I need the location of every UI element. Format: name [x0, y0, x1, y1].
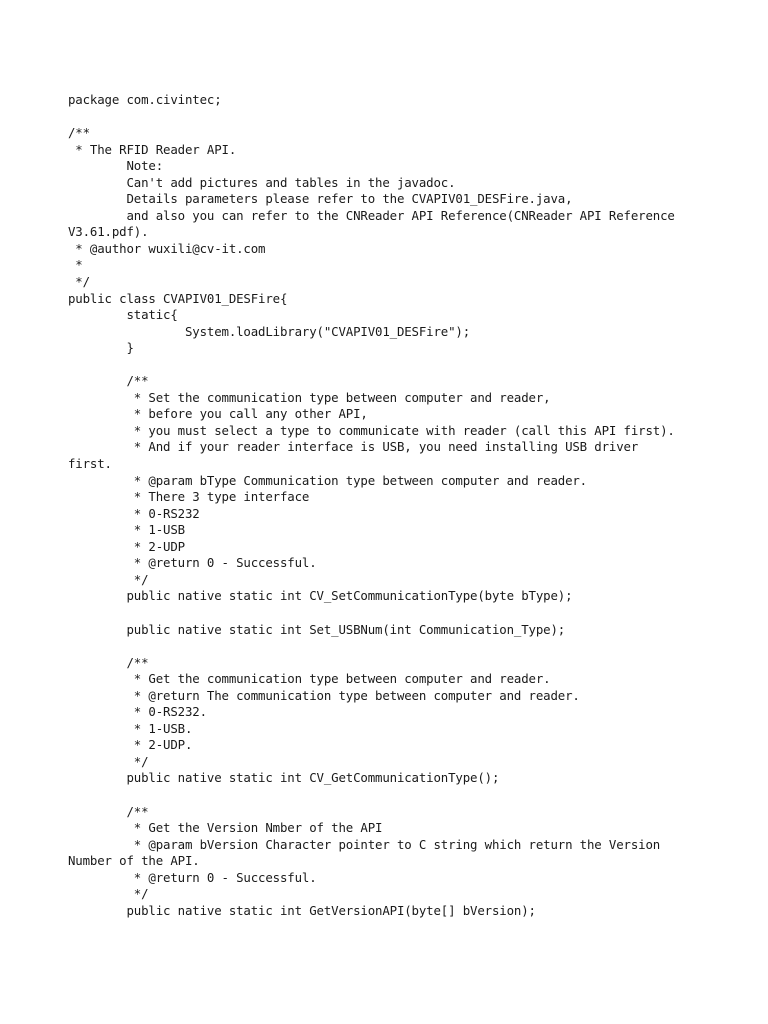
code-line: public native static int GetVersionAPI(byte[] bVersion);	[68, 902, 536, 918]
code-line: * @param bType Communication type between computer and reader.	[68, 472, 587, 488]
code-line: * @param bVersion Character pointer to C string which return the Version	[68, 836, 661, 852]
code-line: */	[68, 571, 149, 587]
code-line: * 2-UDP	[68, 538, 185, 554]
code-line: System.loadLibrary("CVAPIV01_DESFire");	[68, 323, 471, 339]
code-line: Number of the API.	[68, 853, 200, 869]
code-line: * 0-RS232.	[68, 704, 207, 720]
code-line: Can't add pictures and tables in the javadoc.	[68, 174, 456, 190]
code-line: package com.civintec;	[68, 92, 222, 107]
code-line: public class CVAPIV01_DESFire{	[68, 290, 288, 306]
code-listing	[68, 92, 758, 919]
code-line: */	[68, 886, 149, 902]
code-line: * Set the communication type between computer and reader,	[68, 389, 551, 405]
code-line: *	[68, 257, 83, 273]
code-line: * Get the Version Nmber of the API	[68, 820, 383, 836]
code-line: public native static int Set_USBNum(int Communication_Type);	[68, 621, 566, 637]
code-line: V3.61.pdf).	[68, 224, 149, 240]
code-line: * 0-RS232	[68, 505, 200, 521]
code-line: * @author wuxili@cv-it.com	[68, 240, 266, 256]
code-line	[68, 638, 758, 655]
code-line: * 1-USB	[68, 522, 185, 538]
code-line: Details parameters please refer to the CVAPIV01_DESFire.java,	[68, 191, 573, 207]
code-line: /**	[68, 654, 149, 670]
code-line: Note:	[68, 158, 164, 174]
code-line: * @return 0 - Successful.	[68, 555, 317, 571]
code-line	[68, 787, 758, 804]
code-line: * @return The communication type between computer and reader.	[68, 687, 580, 703]
code-line	[68, 357, 758, 374]
code-line: static{	[68, 307, 178, 323]
code-line: and also you can refer to the CNReader API Reference(CNReader API Reference	[68, 207, 675, 223]
code-line: * And if your reader interface is USB, you need installing USB driver	[68, 439, 639, 455]
code-line: * @return 0 - Successful.	[68, 869, 317, 885]
code-line: /**	[68, 803, 149, 819]
code-line: * 1-USB.	[68, 720, 193, 736]
code-line: }	[68, 340, 134, 356]
code-line: public native static int CV_SetCommunicationType(byte bType);	[68, 588, 573, 604]
code-line	[68, 605, 758, 622]
code-line: * before you call any other API,	[68, 406, 368, 422]
code-line: * 2-UDP.	[68, 737, 193, 753]
code-line: public native static int CV_GetCommunicationType();	[68, 770, 500, 786]
code-line: /**	[68, 125, 90, 141]
code-line: * The RFID Reader API.	[68, 141, 237, 157]
code-line: first.	[68, 456, 112, 472]
code-line: */	[68, 274, 90, 290]
code-line	[68, 109, 758, 126]
code-line: * you must select a type to communicate with reader (call this API first).	[68, 422, 675, 438]
code-line: * There 3 type interface	[68, 489, 310, 505]
code-line: * Get the communication type between computer and reader.	[68, 671, 551, 687]
code-line: */	[68, 753, 149, 769]
code-line: /**	[68, 373, 149, 389]
